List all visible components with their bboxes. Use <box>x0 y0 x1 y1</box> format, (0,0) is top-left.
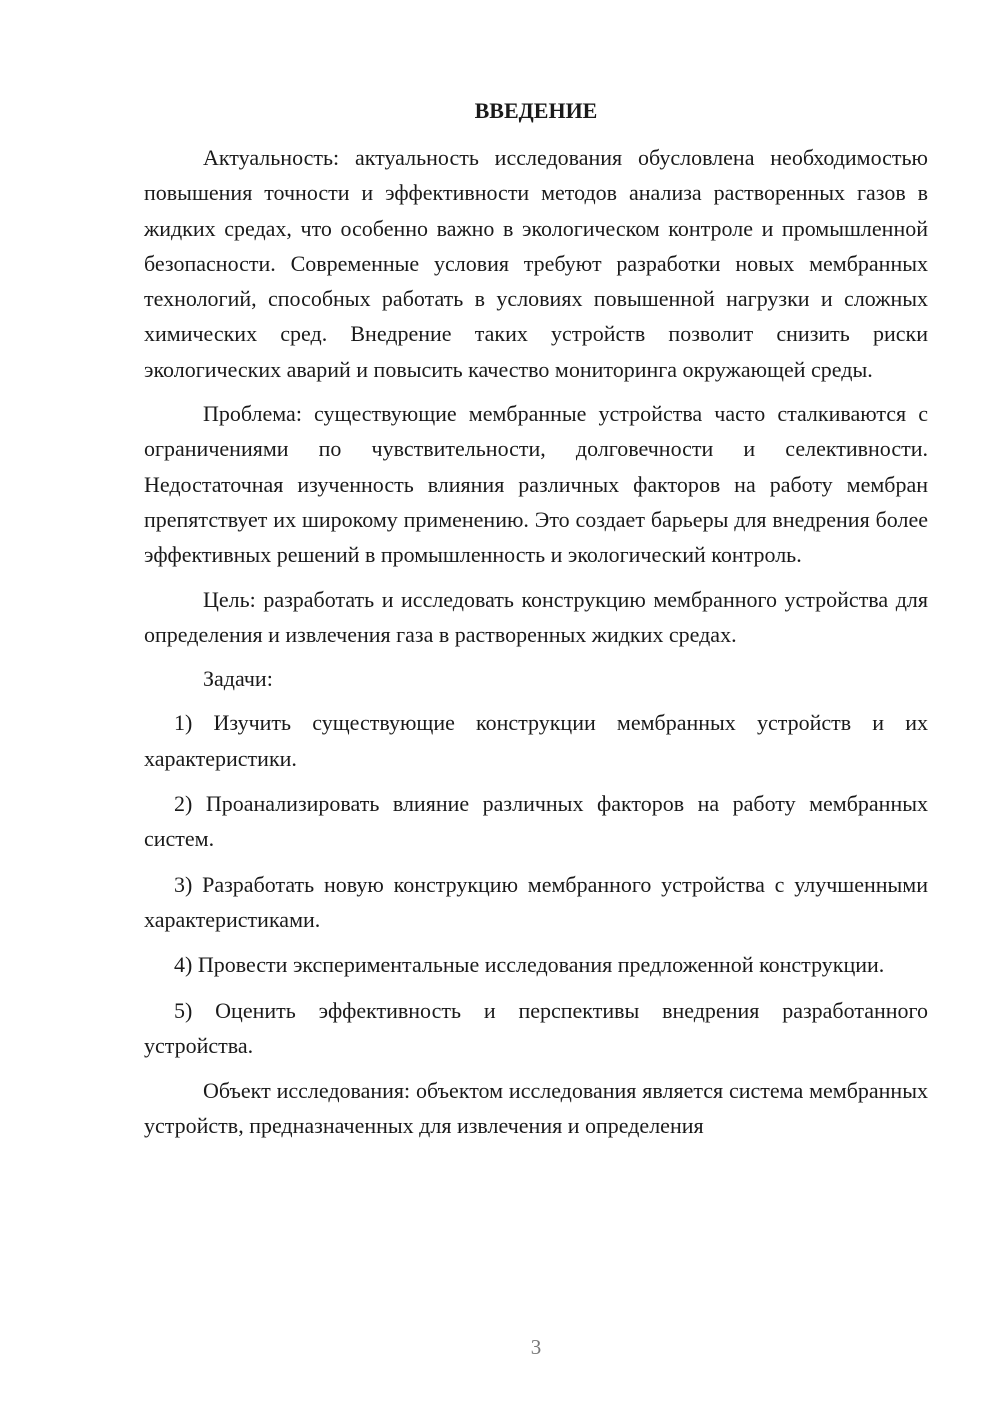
paragraph-research-object: Объект исследования: объектом исследования является система мембранных устройств, предназначенных для извлечения и определения <box>144 1078 928 1139</box>
task-item-4: 4) Провести экспериментальные исследования предложенной конструкции. <box>174 952 885 978</box>
document-page <box>144 0 928 1414</box>
document-body <box>144 140 928 1153</box>
task-item-3: 3) Разработать новую конструкцию мембранного устройства с улучшенными характеристиками. <box>144 871 928 932</box>
paragraph-goal: Цель: разработать и исследовать конструкцию мембранного устройства для определения и извлечения газа в растворенных жидких средах. <box>144 586 928 647</box>
page-number: 3 <box>530 1335 542 1359</box>
task-item-5: 5) Оценить эффективность и перспективы внедрения разработанного устройства. <box>144 997 928 1058</box>
task-item-1: 1) Изучить существующие конструкции мембранных устройств и их характеристики. <box>144 710 928 771</box>
paragraph-tasks-heading: Задачи: <box>203 666 273 692</box>
task-item-2: 2) Проанализировать влияние различных факторов на работу мембранных систем. <box>144 791 928 852</box>
page-title: ВВЕДЕНИЕ <box>474 98 598 123</box>
paragraph-relevance: Актуальность: актуальность исследования обусловлена необходимостью повышения точности и эффективности методов анализа растворенных газов в жидких средах, что особенно важно в экологическом контроле и промышленной безопасности. Современные условия требуют разработки новых мембранных технологий, способных работать в условиях повышенной нагрузки и сложных химических сред. Внедрение таких устройств позволит снизить риски экологических аварий и повысить качество мониторинга окружающей среды. <box>144 145 928 382</box>
paragraph-problem: Проблема: существующие мембранные устройства часто сталкиваются с ограничениями по чувствительности, долговечности и селективности. Недостаточная изученность влияния различных факторов на работу мембран препятствует их широкому применению. Это создает барьеры для внедрения более эффективных решений в промышленность и экологический контроль. <box>144 401 928 568</box>
